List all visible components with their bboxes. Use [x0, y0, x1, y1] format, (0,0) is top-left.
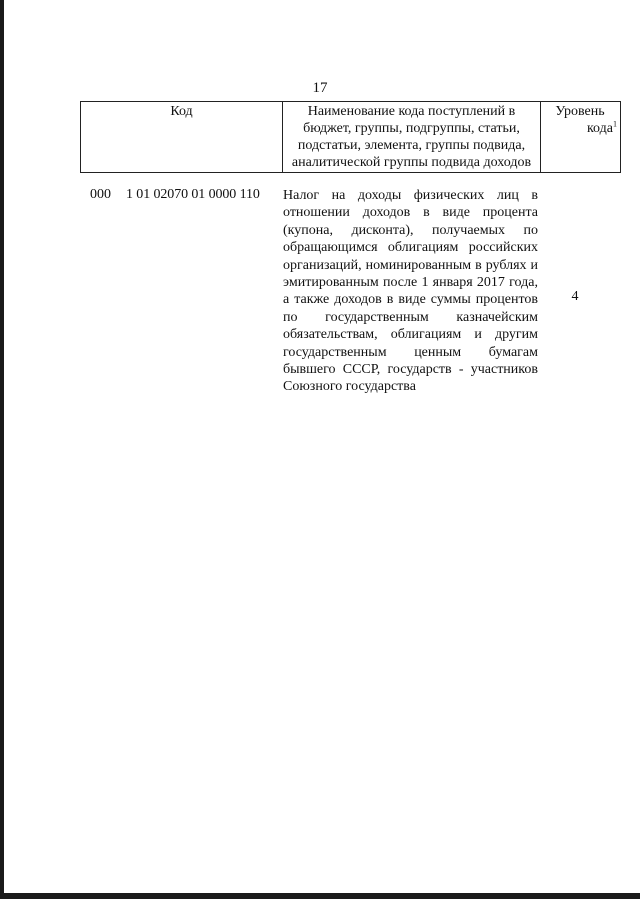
header-level	[541, 102, 621, 173]
row-revenue-code: 1 01 02070 01 0000 110	[126, 187, 260, 202]
footnote-marker: 1	[613, 119, 617, 129]
row-admin-code: 000	[90, 187, 111, 202]
page-number: 17	[312, 80, 328, 96]
table-header-row	[81, 102, 621, 173]
header-level-line2: кода	[586, 121, 613, 136]
page-edge-bottom	[0, 893, 640, 899]
header-code: Код	[81, 102, 283, 173]
header-level-line1: Уровень	[555, 104, 605, 119]
table-header	[80, 101, 621, 173]
header-name: Наименование кода поступлений в бюджет, группы, подгруппы, статьи, подстатьи, элемента, группы подвида, аналитической группы подвида доходов	[283, 102, 541, 173]
page-edge-left	[0, 0, 4, 899]
row-revenue-name: Налог на доходы физических лиц в отношении доходов в виде процента (купона, дисконта), получаемых по обращающимся облигациям российских организаций, номинированным в рублях и эмитированным после 1 января 2017 года, а также доходов в виде суммы процентов по государственным казначейским обязательствам, облигациям и другим государственным ценным бумагам бывшего СССР, государств - участников Союзного государства	[283, 188, 538, 395]
row-code-level: 4	[571, 289, 579, 304]
